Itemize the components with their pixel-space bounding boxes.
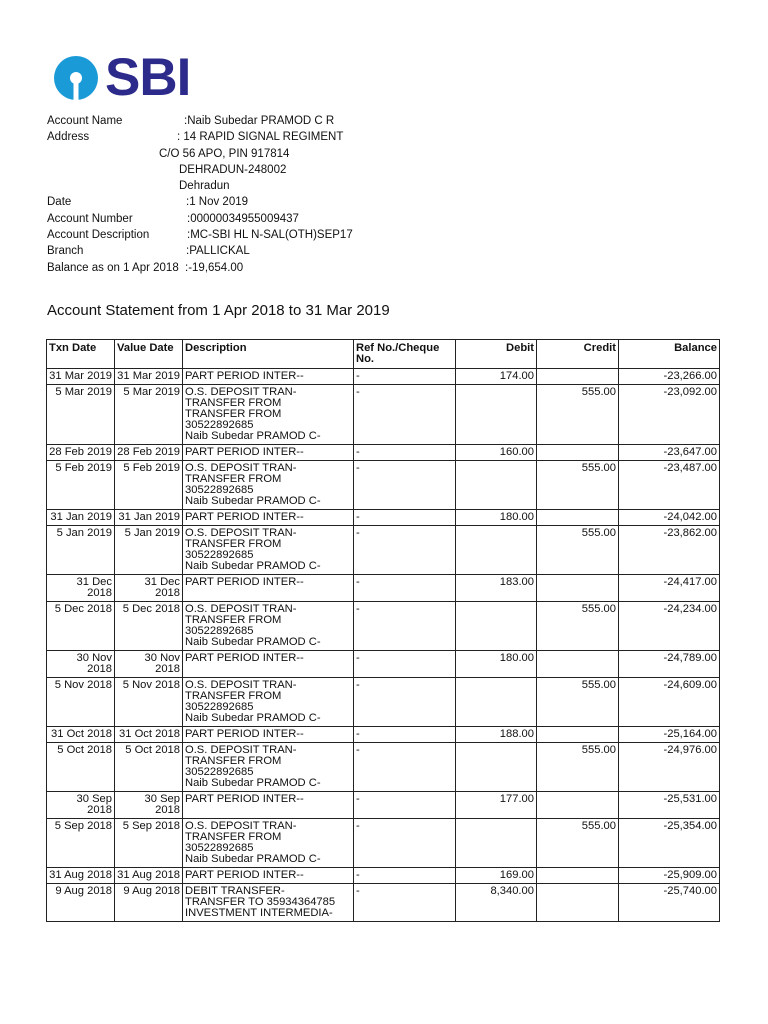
- txn-date-cell: 30 Sep 2018: [47, 792, 115, 819]
- txn-date-cell: 31 Jan 2019: [47, 510, 115, 526]
- table-row: [47, 385, 720, 445]
- table-row: [47, 678, 720, 727]
- balance-cell: -24,789.00: [619, 651, 720, 678]
- value-date-cell: 31 Dec 2018: [115, 575, 183, 602]
- opening-balance-value: :-19,654.00: [185, 261, 244, 274]
- ref-no-cell: -: [354, 884, 456, 922]
- txn-date-cell: 5 Sep 2018: [47, 819, 115, 868]
- header-description: Description: [183, 340, 354, 369]
- ref-no-cell: -: [354, 743, 456, 792]
- balance-cell: -24,234.00: [619, 602, 720, 651]
- credit-cell: [537, 445, 619, 461]
- credit-cell: 555.00: [537, 743, 619, 792]
- statement-title: Account Statement from 1 Apr 2018 to 31 Mar 2019: [47, 302, 390, 319]
- header-balance: Balance: [619, 340, 720, 369]
- debit-cell: [456, 819, 537, 868]
- debit-cell: 8,340.00: [456, 884, 537, 922]
- ref-no-cell: -: [354, 727, 456, 743]
- credit-cell: [537, 727, 619, 743]
- credit-cell: [537, 510, 619, 526]
- table-row: [47, 727, 720, 743]
- address-line-4: Dehradun: [179, 180, 230, 193]
- txn-date-cell: 5 Dec 2018: [47, 602, 115, 651]
- value-date-cell: 31 Mar 2019: [115, 369, 183, 385]
- balance-cell: -25,354.00: [619, 819, 720, 868]
- opening-balance-label: Balance as on 1 Apr 2018: [47, 261, 179, 274]
- value-date-cell: 5 Mar 2019: [115, 385, 183, 445]
- account-name-label: Account Name: [47, 115, 123, 127]
- balance-cell: -24,042.00: [619, 510, 720, 526]
- txn-date-cell: 5 Mar 2019: [47, 385, 115, 445]
- credit-cell: 555.00: [537, 678, 619, 727]
- address-label: Address: [47, 131, 90, 144]
- debit-cell: 188.00: [456, 727, 537, 743]
- description-cell: O.S. DEPOSIT TRAN- TRANSFER FROM TRANSFER FROM 30522892685 Naib Subedar PRAMOD C-: [183, 385, 354, 445]
- table-header-row: [47, 340, 720, 369]
- description-cell: PART PERIOD INTER--: [183, 868, 354, 884]
- logo-text: SBI: [105, 48, 191, 107]
- ref-no-cell: -: [354, 575, 456, 602]
- ref-no-cell: -: [354, 651, 456, 678]
- sbi-logo: [53, 48, 191, 107]
- description-cell: O.S. DEPOSIT TRAN- TRANSFER FROM 30522892685 Naib Subedar PRAMOD C-: [183, 526, 354, 575]
- transactions-body: [47, 369, 720, 922]
- txn-date-cell: 5 Feb 2019: [47, 461, 115, 510]
- value-date-cell: 28 Feb 2019: [115, 445, 183, 461]
- ref-no-cell: -: [354, 385, 456, 445]
- txn-date-cell: 5 Oct 2018: [47, 743, 115, 792]
- credit-cell: 555.00: [537, 461, 619, 510]
- table-row: [47, 369, 720, 385]
- account-number-value: :00000034955009437: [187, 212, 299, 225]
- debit-cell: 160.00: [456, 445, 537, 461]
- sbi-keyhole-icon: [53, 55, 99, 101]
- balance-cell: -25,740.00: [619, 884, 720, 922]
- description-cell: PART PERIOD INTER--: [183, 445, 354, 461]
- debit-cell: [456, 743, 537, 792]
- description-cell: PART PERIOD INTER--: [183, 369, 354, 385]
- description-cell: O.S. DEPOSIT TRAN- TRANSFER FROM 30522892685 Naib Subedar PRAMOD C-: [183, 678, 354, 727]
- credit-cell: [537, 792, 619, 819]
- balance-cell: -23,862.00: [619, 526, 720, 575]
- header-value-date: Value Date: [115, 340, 183, 369]
- value-date-cell: 30 Sep 2018: [115, 792, 183, 819]
- debit-cell: [456, 602, 537, 651]
- ref-no-cell: -: [354, 792, 456, 819]
- ref-no-cell: -: [354, 602, 456, 651]
- ref-no-cell: -: [354, 868, 456, 884]
- branch-value: :PALLICKAL: [186, 245, 250, 258]
- value-date-cell: 30 Nov 2018: [115, 651, 183, 678]
- table-row: [47, 445, 720, 461]
- value-date-cell: 5 Sep 2018: [115, 819, 183, 868]
- debit-cell: 177.00: [456, 792, 537, 819]
- account-description-value: :MC-SBI HL N-SAL(OTH)SEP17: [187, 229, 353, 242]
- balance-cell: -25,531.00: [619, 792, 720, 819]
- credit-cell: [537, 868, 619, 884]
- header-credit: Credit: [537, 340, 619, 369]
- table-row: [47, 651, 720, 678]
- table-row: [47, 743, 720, 792]
- table-row: [47, 868, 720, 884]
- table-row: [47, 510, 720, 526]
- balance-cell: -23,487.00: [619, 461, 720, 510]
- balance-cell: -23,647.00: [619, 445, 720, 461]
- balance-cell: -24,976.00: [619, 743, 720, 792]
- header-ref-no: Ref No./Cheque No.: [354, 340, 456, 369]
- value-date-cell: 5 Nov 2018: [115, 678, 183, 727]
- address-line-1: : 14 RAPID SIGNAL REGIMENT: [177, 131, 344, 144]
- branch-label: Branch: [47, 245, 84, 258]
- description-cell: O.S. DEPOSIT TRAN- TRANSFER FROM 30522892685 Naib Subedar PRAMOD C-: [183, 461, 354, 510]
- header-debit: Debit: [456, 340, 537, 369]
- credit-cell: [537, 651, 619, 678]
- table-row: [47, 792, 720, 819]
- balance-cell: -23,266.00: [619, 369, 720, 385]
- date-label: Date: [47, 196, 72, 209]
- credit-cell: 555.00: [537, 385, 619, 445]
- ref-no-cell: -: [354, 445, 456, 461]
- balance-cell: -25,909.00: [619, 868, 720, 884]
- account-name-value: :Naib Subedar PRAMOD C R: [184, 115, 335, 127]
- txn-date-cell: 31 Aug 2018: [47, 868, 115, 884]
- account-number-label: Account Number: [47, 212, 133, 225]
- table-row: [47, 602, 720, 651]
- description-cell: PART PERIOD INTER--: [183, 510, 354, 526]
- description-cell: PART PERIOD INTER--: [183, 651, 354, 678]
- txn-date-cell: 30 Nov 2018: [47, 651, 115, 678]
- table-row: [47, 884, 720, 922]
- account-description-label: Account Description: [47, 229, 150, 242]
- txn-date-cell: 5 Jan 2019: [47, 526, 115, 575]
- debit-cell: 183.00: [456, 575, 537, 602]
- credit-cell: 555.00: [537, 526, 619, 575]
- credit-cell: [537, 884, 619, 922]
- ref-no-cell: -: [354, 819, 456, 868]
- balance-cell: -24,609.00: [619, 678, 720, 727]
- table-row: [47, 819, 720, 868]
- ref-no-cell: -: [354, 510, 456, 526]
- value-date-cell: 5 Feb 2019: [115, 461, 183, 510]
- balance-cell: -25,164.00: [619, 727, 720, 743]
- txn-date-cell: 9 Aug 2018: [47, 884, 115, 922]
- header-txn-date: Txn Date: [47, 340, 115, 369]
- credit-cell: 555.00: [537, 819, 619, 868]
- address-line-2: C/O 56 APO, PIN 917814: [159, 147, 290, 160]
- debit-cell: 180.00: [456, 510, 537, 526]
- value-date-cell: 5 Dec 2018: [115, 602, 183, 651]
- address-line-3: DEHRADUN-248002: [179, 163, 287, 176]
- debit-cell: 180.00: [456, 651, 537, 678]
- table-row: [47, 461, 720, 510]
- value-date-cell: 31 Oct 2018: [115, 727, 183, 743]
- description-cell: PART PERIOD INTER--: [183, 727, 354, 743]
- credit-cell: [537, 369, 619, 385]
- description-cell: O.S. DEPOSIT TRAN- TRANSFER FROM 30522892685 Naib Subedar PRAMOD C-: [183, 602, 354, 651]
- txn-date-cell: 28 Feb 2019: [47, 445, 115, 461]
- debit-cell: [456, 526, 537, 575]
- debit-cell: [456, 461, 537, 510]
- ref-no-cell: -: [354, 461, 456, 510]
- date-value: :1 Nov 2019: [186, 196, 249, 209]
- debit-cell: 169.00: [456, 868, 537, 884]
- table-row: [47, 526, 720, 575]
- value-date-cell: 31 Jan 2019: [115, 510, 183, 526]
- credit-cell: 555.00: [537, 602, 619, 651]
- balance-cell: -23,092.00: [619, 385, 720, 445]
- description-cell: O.S. DEPOSIT TRAN- TRANSFER FROM 30522892685 Naib Subedar PRAMOD C-: [183, 819, 354, 868]
- credit-cell: [537, 575, 619, 602]
- debit-cell: 174.00: [456, 369, 537, 385]
- balance-cell: -24,417.00: [619, 575, 720, 602]
- description-cell: PART PERIOD INTER--: [183, 792, 354, 819]
- value-date-cell: 5 Jan 2019: [115, 526, 183, 575]
- debit-cell: [456, 385, 537, 445]
- description-cell: O.S. DEPOSIT TRAN- TRANSFER FROM 30522892685 Naib Subedar PRAMOD C-: [183, 743, 354, 792]
- txn-date-cell: 31 Oct 2018: [47, 727, 115, 743]
- txn-date-cell: 31 Mar 2019: [47, 369, 115, 385]
- txn-date-cell: 5 Nov 2018: [47, 678, 115, 727]
- ref-no-cell: -: [354, 678, 456, 727]
- transactions-table: [46, 339, 720, 922]
- value-date-cell: 5 Oct 2018: [115, 743, 183, 792]
- value-date-cell: 9 Aug 2018: [115, 884, 183, 922]
- ref-no-cell: -: [354, 526, 456, 575]
- description-cell: DEBIT TRANSFER- TRANSFER TO 35934364785 INVESTMENT INTERMEDIA-: [183, 884, 354, 922]
- description-cell: PART PERIOD INTER--: [183, 575, 354, 602]
- debit-cell: [456, 678, 537, 727]
- ref-no-cell: -: [354, 369, 456, 385]
- value-date-cell: 31 Aug 2018: [115, 868, 183, 884]
- txn-date-cell: 31 Dec 2018: [47, 575, 115, 602]
- table-row: [47, 575, 720, 602]
